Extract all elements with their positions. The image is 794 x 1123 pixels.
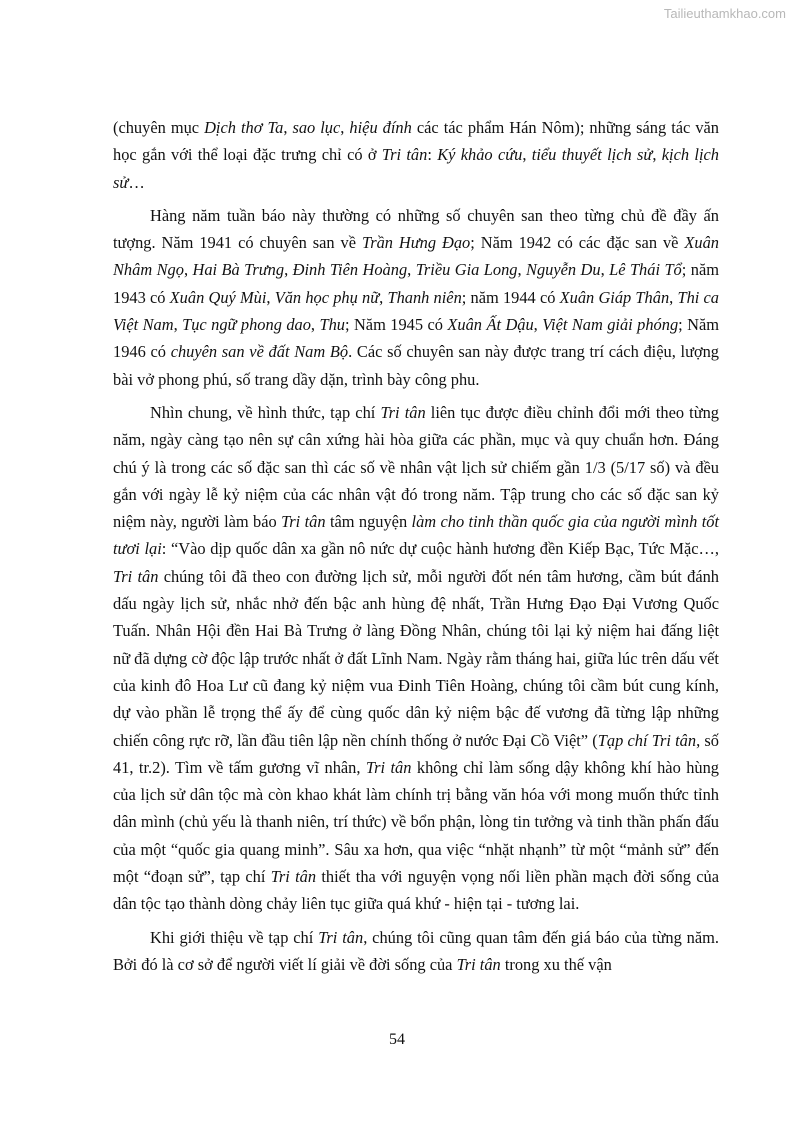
italic-text: Xuân Nhâm Ngọ xyxy=(113,233,719,280)
text-run: , xyxy=(173,315,183,335)
paragraph xyxy=(113,202,719,393)
text-run: ; Năm 1945 có xyxy=(344,315,448,335)
text-run: ; Năm 1946 có xyxy=(113,315,720,362)
italic-text: Tri tân xyxy=(380,402,426,422)
text-run: (chuyên mục xyxy=(113,118,205,137)
italic-text: Xuân Ất Dậu xyxy=(447,315,534,335)
text-run: trong xu thế vận xyxy=(500,954,612,974)
italic-text: Văn học phụ nữ xyxy=(274,287,380,307)
italic-text: Tri tân xyxy=(456,954,501,974)
text-run: , xyxy=(522,145,532,165)
paragraph xyxy=(113,924,719,979)
text-run: , xyxy=(517,260,527,280)
italic-text: Tri tân xyxy=(381,145,428,165)
document-body xyxy=(113,114,719,984)
text-run: ; năm 1943 có xyxy=(113,260,719,307)
italic-text: Tri tân xyxy=(270,867,317,887)
italic-text: Tri tân xyxy=(113,566,159,586)
text-run: , chúng tôi cũng quan tâm đến giá báo của từng năm. Bởi đó là cơ sở để người viết lí giải về đời sống của xyxy=(113,927,720,974)
text-run: , xyxy=(284,260,293,280)
text-run: , xyxy=(533,315,543,335)
italic-text: Việt Nam giải phóng xyxy=(542,315,679,335)
page-number: 54 xyxy=(389,1031,405,1048)
italic-text: Dịch thơ Ta xyxy=(204,118,284,137)
italic-text: Tạp chí Tri tân xyxy=(597,730,697,750)
italic-text: Đinh Tiên Hoàng xyxy=(292,260,408,280)
italic-text: Tri tân xyxy=(318,927,364,947)
italic-text: Xuân Giáp Thân xyxy=(559,287,670,307)
text-run: không chỉ làm sống dậy không khí hào hùng của lịch sử dân tộc mà còn khao khát làm chính trị bằng văn hóa với mong muốn thức tỉnh dân mình (chủ yếu là thanh niên, trí thức) về bổn phận, lòng tin tưởng và tinh thần phấn đấu của một “quốc gia quang minh”. Sâu xa hơn, qua việc “nhặt nhạnh” từ một “mảnh sử” đến một “đoạn sử”, tạp chí xyxy=(113,757,719,887)
italic-text: kịch lịch sử xyxy=(113,145,719,192)
text-run: Khi giới thiệu về tạp chí xyxy=(150,927,319,947)
italic-text: làm cho tinh thần quốc gia của người mình tốt tươi lại xyxy=(113,512,719,559)
italic-text: Nguyễn Du xyxy=(526,260,601,280)
text-run: … xyxy=(128,172,145,192)
text-run: Hàng năm tuần báo này thường có những số chuyên san theo từng chủ đề đầy ấn tượng. Năm 1941 có chuyên san về xyxy=(113,205,719,253)
text-run: , xyxy=(183,260,193,280)
watermark-text: Tailieuthamkhao.com xyxy=(663,6,786,21)
italic-text: Tục ngữ phong dao xyxy=(182,315,311,335)
text-run: các tác phẩm Hán Nôm); những sáng tác văn học gắn với thể loại đặc trưng chỉ có ở xyxy=(113,118,719,165)
italic-text: Thu xyxy=(319,315,345,335)
text-run: , xyxy=(407,260,416,280)
text-run: , số 41, tr.2). Tìm về tấm gương vĩ nhân, xyxy=(113,730,719,777)
italic-text: Thanh niên xyxy=(387,287,462,307)
text-run: thiết tha với nguyện vọng nối liền phần mạch đời sống của dân tộc tạo thành dòng chảy liên tục giữa quá khứ - hiện tại - tương lai. xyxy=(113,867,719,914)
text-run: ; năm 1944 có xyxy=(461,287,560,307)
italic-text: Thi ca Việt Nam xyxy=(113,287,719,335)
italic-text: sao lục xyxy=(292,118,341,137)
italic-text: Trần Hưng Đạo xyxy=(361,233,471,253)
text-run: : “Vào dịp quốc dân xa gần nô nức dự cuộc hành hương đền Kiếp Bạc, Tức Mặc…, xyxy=(161,539,719,559)
text-run: : xyxy=(427,145,438,165)
text-run: Nhìn chung, về hình thức, tạp chí xyxy=(150,402,381,422)
text-run: tâm nguyện xyxy=(325,512,412,532)
text-run: , xyxy=(379,287,388,307)
italic-text: Tri tân xyxy=(365,757,412,777)
italic-text: hiệu đính xyxy=(349,118,412,137)
text-run: chúng tôi đã theo con đường lịch sử, mỗi người đốt nén tâm hương, cầm bút đánh dấu ngày lịch sử, nhắc nhở đến bậc anh hùng đệ nhất, Trần Hưng Đạo Đại Vương Quốc Tuấn. Nhân Hội đền Hai Bà Trưng ở làng Đồng Nhân, chúng tôi lại kỷ niệm hai đấng liệt nữ đã dựng cờ độc lập trước nhất ở đất Lĩnh Nam. Ngày rằm tháng hai, giữa lúc trên dấu vết của kinh đô Hoa Lư cũ đang kỷ niệm vua Đinh Tiên Hoàng, chúng tôi cầm bút cung kính, dự vào phần lễ trọng thể ấy để cùng quốc dân kỷ niệm bậc đế vương đã từng lập những chiến công rực rỡ, lần đầu tiên lập nền chính thống ở nước Đại Cồ Việt” ( xyxy=(113,566,719,750)
italic-text: Lê Thái Tổ xyxy=(609,260,682,280)
text-run: . Các số chuyên san này được trang trí cách điệu, lượng bài vở phong phú, số trang dầy dặn, trình bày công phu. xyxy=(113,342,720,389)
paragraph xyxy=(113,114,719,196)
italic-text: chuyên san về đất Nam Bộ xyxy=(170,342,349,362)
text-run: , xyxy=(669,287,678,307)
text-run: liên tục được điều chỉnh đổi mới theo từng năm, ngày càng tạo nên sự cân xứng hài hòa giữa các phần, mục và quy chuẩn hơn. Đáng chú ý là trong các số đặc san thì các số về nhân vật lịch sử chiếm gần 1/3 (5/17 số) và đều gắn với ngày lễ kỷ niệm của các nhân vật đó trong năm. Tập trung cho các số đặc san kỷ niệm này, người làm báo xyxy=(113,402,719,532)
text-run: , xyxy=(310,315,320,335)
italic-text: Tri tân xyxy=(281,512,326,532)
paragraph xyxy=(113,399,719,918)
italic-text: tiểu thuyết lịch sử xyxy=(531,145,653,165)
text-run: , xyxy=(283,118,293,137)
italic-text: Xuân Quý Mùi xyxy=(169,287,267,307)
text-run: , xyxy=(652,145,662,165)
text-run: , xyxy=(266,287,275,307)
text-run: ; Năm 1942 có các đặc san về xyxy=(470,233,685,253)
text-run: , xyxy=(600,260,610,280)
text-run: , xyxy=(340,118,350,137)
italic-text: Hai Bà Trưng xyxy=(192,260,285,280)
italic-text: Ký khảo cứu xyxy=(437,145,523,165)
italic-text: Triều Gia Long xyxy=(415,260,518,280)
